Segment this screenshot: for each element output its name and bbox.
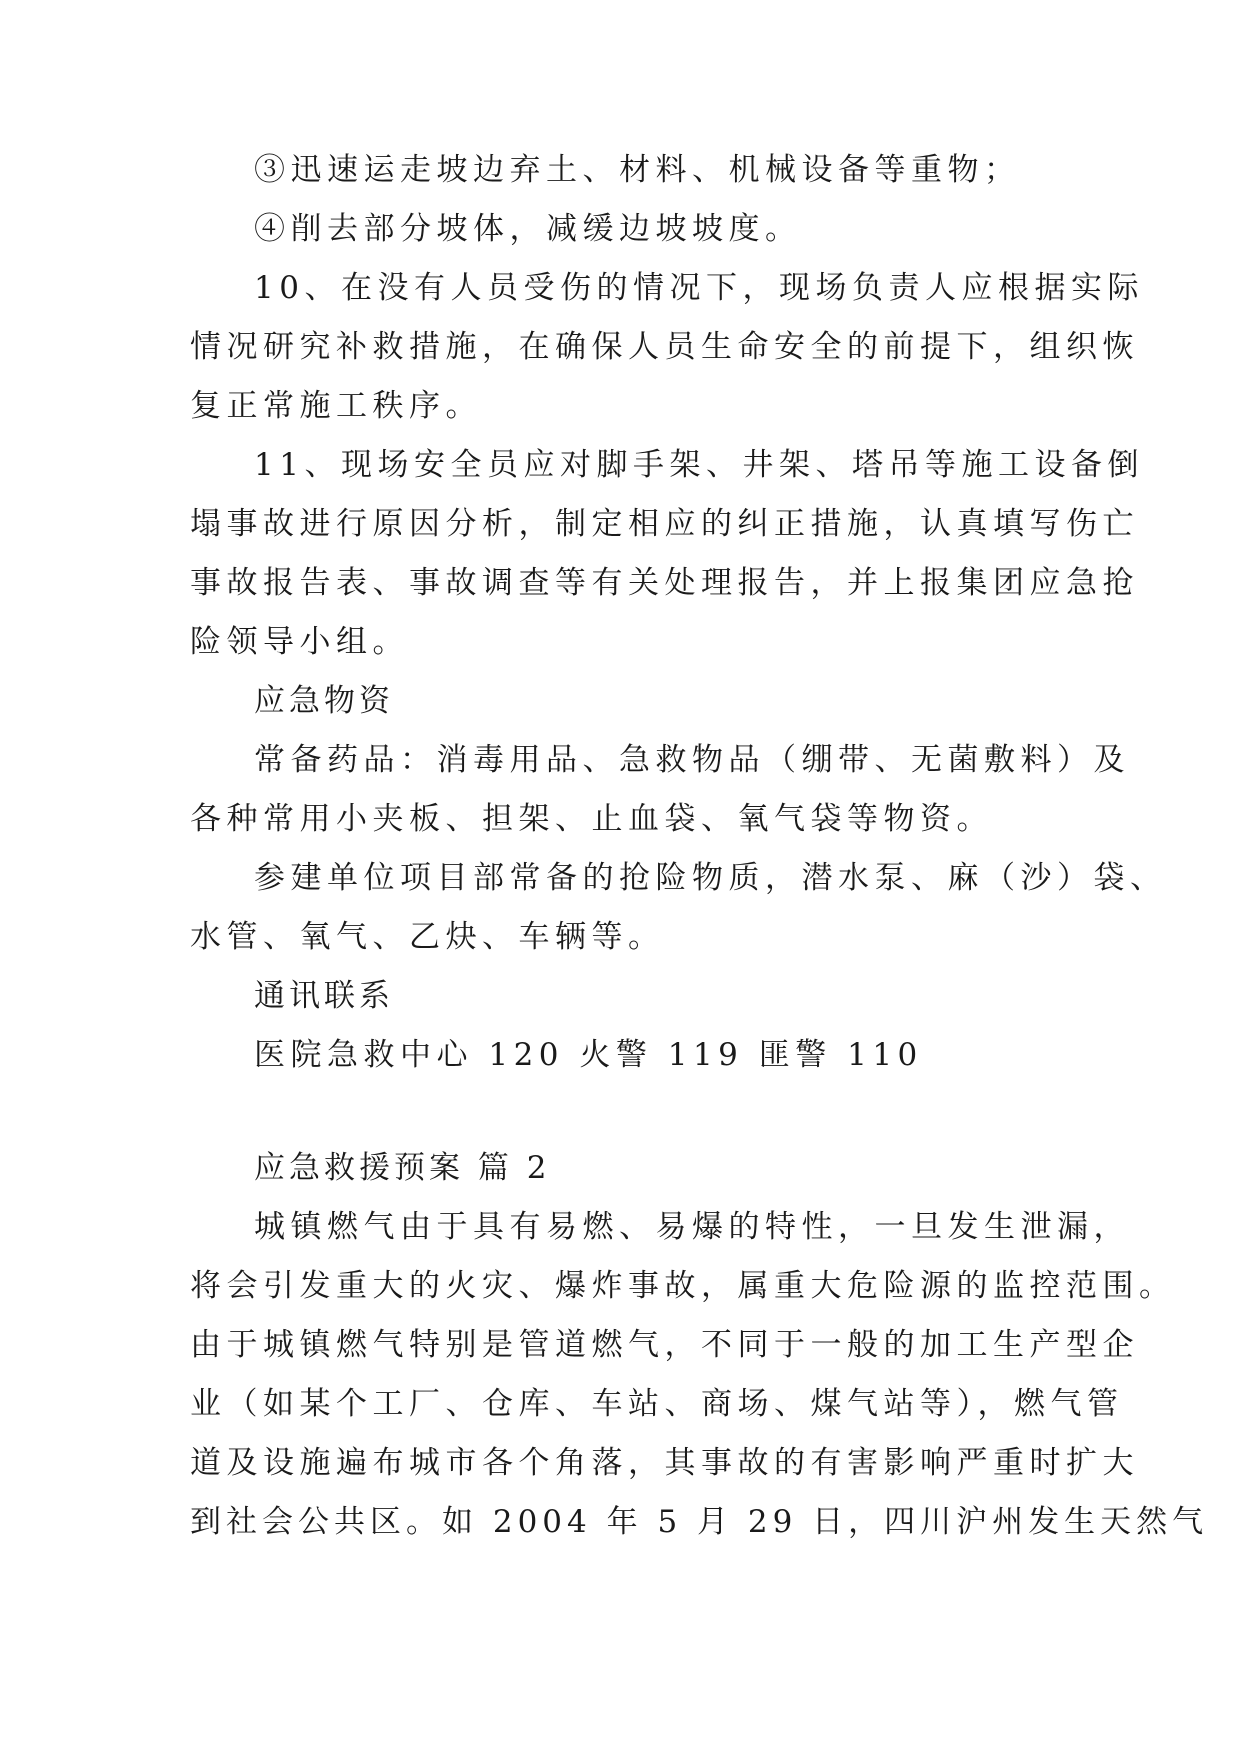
gas-paragraph-line-1: 城镇燃气由于具有易燃、易爆的特性，一旦发生泄漏， [254,1209,1130,1245]
rescue-materials-line-2: 水管、氧气、乙炔、车辆等。 [190,919,665,955]
supplies-paragraph-line-1: 常备药品：消毒用品、急救物品（绷带、无菌敷料）及 [254,742,1130,778]
section-heading-supplies: 应急物资 [254,683,394,719]
gas-paragraph-line-2: 将会引发重大的火灾、爆炸事故，属重大危险源的监控范围。 [190,1268,1176,1304]
gas-paragraph-line-4: 业（如某个工厂、仓库、车站、商场、煤气站等），燃气管 [190,1386,1124,1422]
paragraph-10-line-3: 复正常施工秩序。 [190,388,482,424]
gas-paragraph-line-3: 由于城镇燃气特别是管道燃气，不同于一般的加工生产型企 [190,1327,1139,1363]
paragraph-11-line-2: 塌事故进行原因分析，制定相应的纠正措施，认真填写伤亡 [190,506,1139,542]
rescue-materials-line-1: 参建单位项目部常备的抢险物质，潜水泵、麻（沙）袋、 [254,860,1167,896]
list-item-3: ③迅速运走坡边弃土、材料、机械设备等重物； [254,152,1021,188]
paragraph-10-line-2: 情况研究补救措施，在确保人员生命安全的前提下，组织恢 [190,329,1139,365]
supplies-paragraph-line-2: 各种常用小夹板、担架、止血袋、氧气袋等物资。 [190,801,993,837]
paragraph-11-line-1: 11、现场安全员应对脚手架、井架、塔吊等施工设备倒 [254,447,1144,483]
paragraph-11-line-4: 险领导小组。 [190,624,409,660]
paragraph-10-line-1: 10、在没有人员受伤的情况下，现场负责人应根据实际 [254,270,1144,306]
gas-paragraph-line-5: 道及设施遍布城市各个角落，其事故的有害影响严重时扩大 [190,1445,1139,1481]
emergency-phone-numbers: 医院急救中心 120 火警 119 匪警 110 [254,1037,923,1073]
section-title-plan-2: 应急救援预案 篇 2 [254,1150,551,1186]
section-heading-contacts: 通讯联系 [254,978,394,1014]
paragraph-11-line-3: 事故报告表、事故调查等有关处理报告，并上报集团应急抢 [190,565,1139,601]
list-item-4: ④削去部分坡体，减缓边坡坡度。 [254,211,802,247]
gas-paragraph-line-6: 到社会公共区。如 2004 年 5 月 29 日，四川沪州发生天然气 [190,1504,1209,1540]
